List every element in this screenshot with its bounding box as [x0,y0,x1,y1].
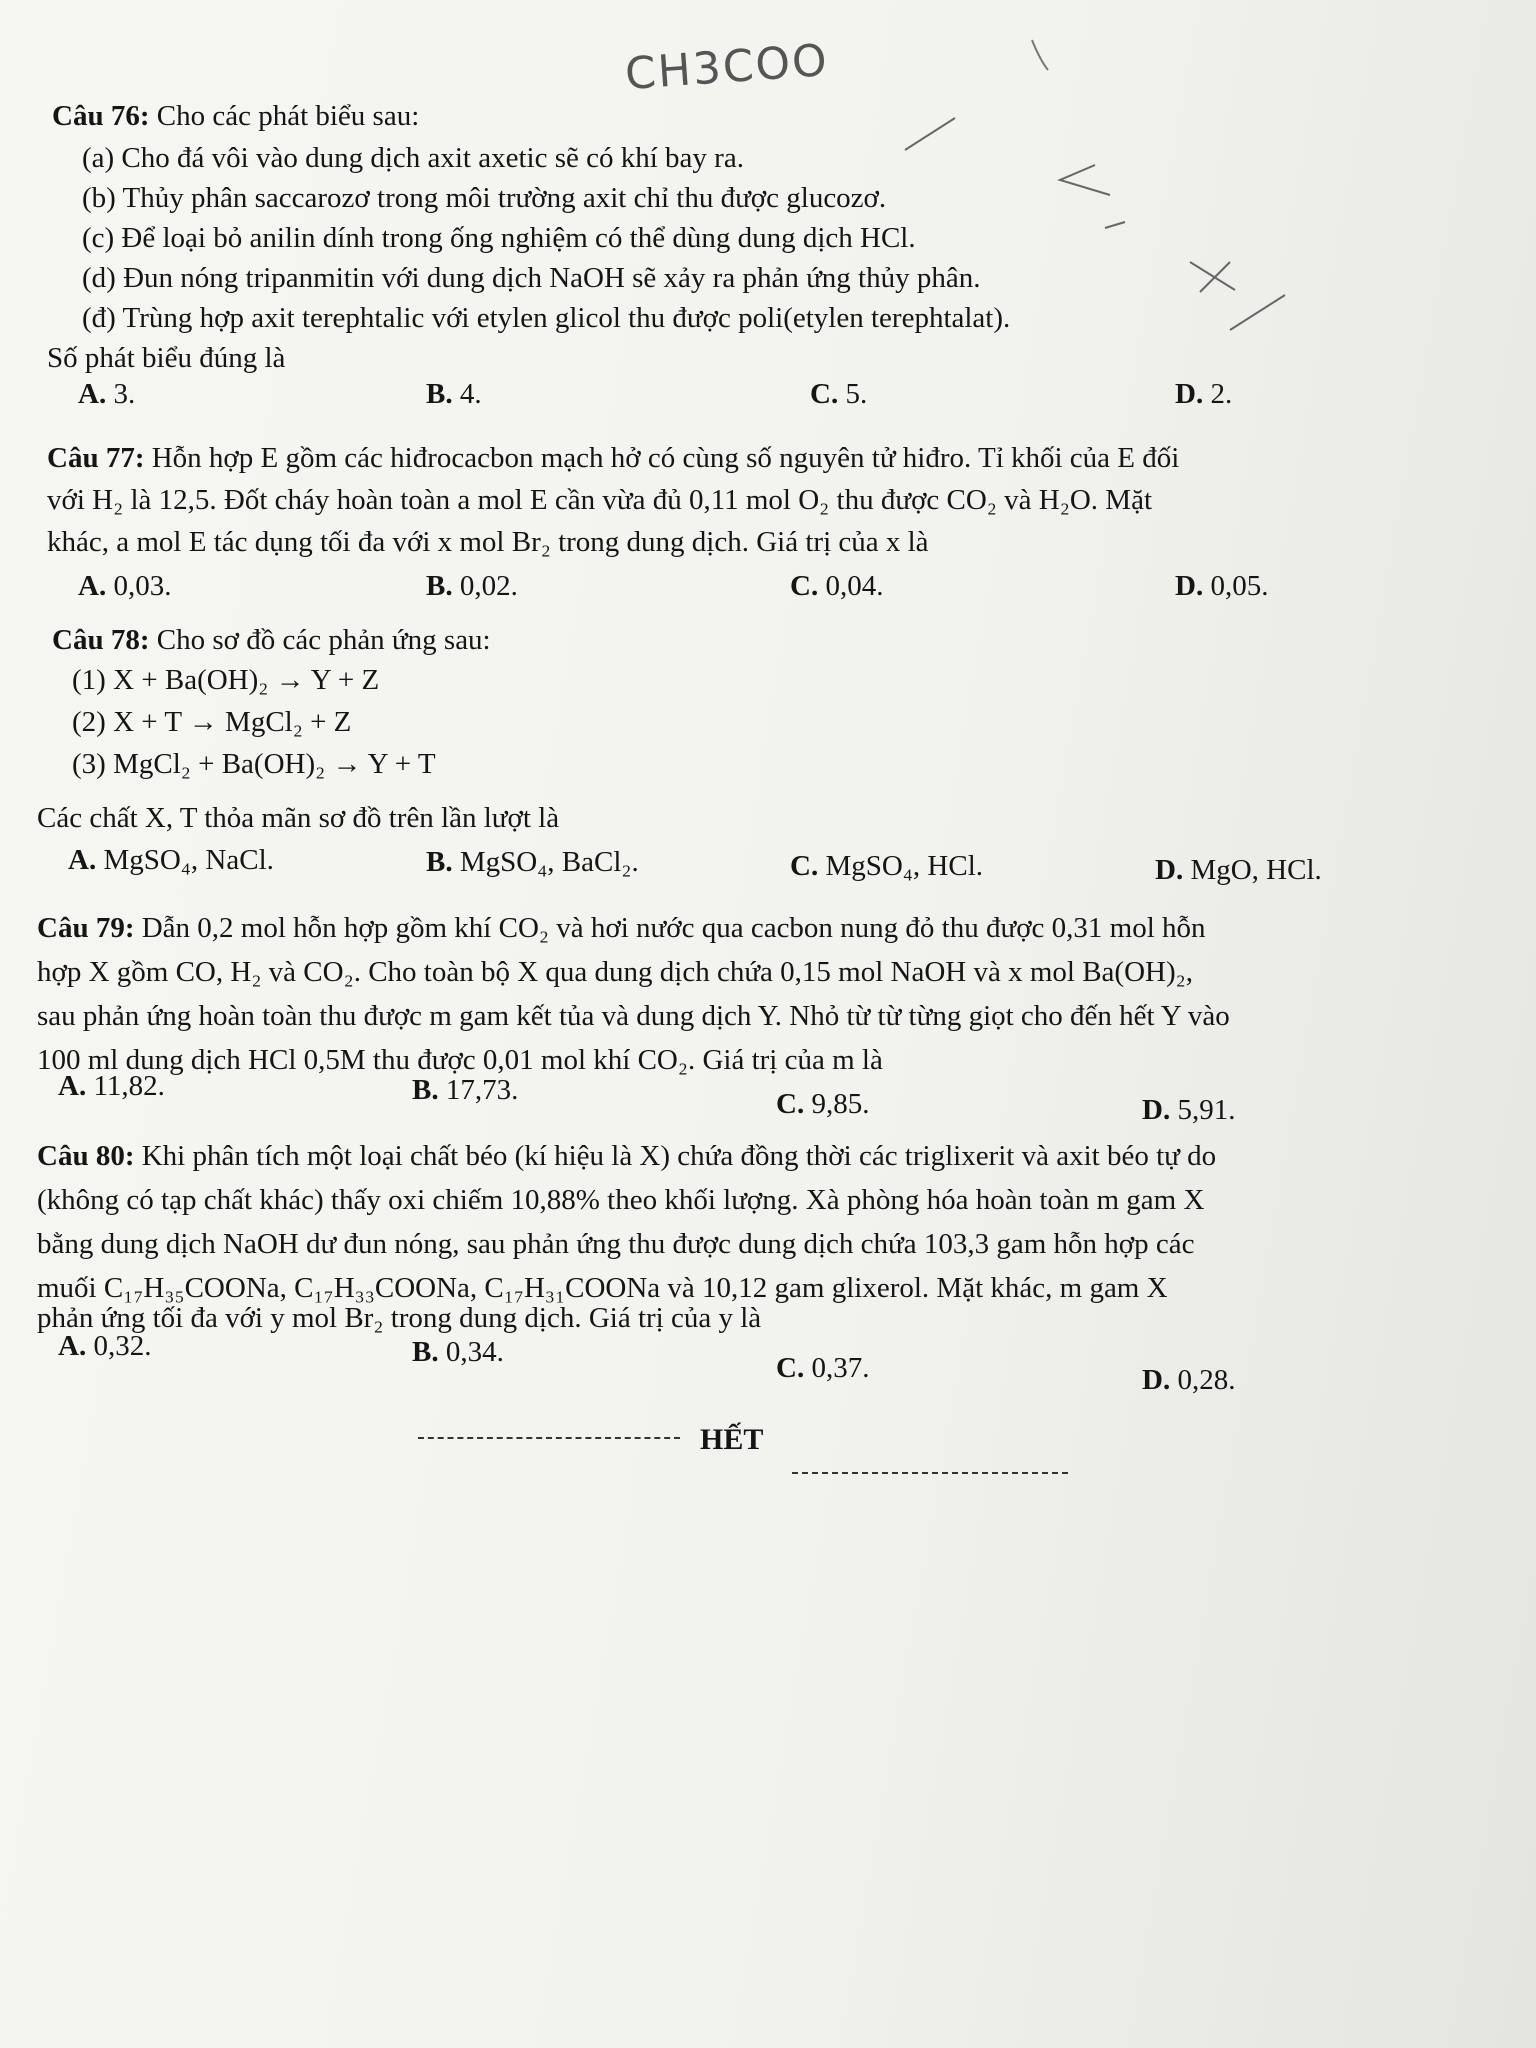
q77-option-c: C. 0,04. [790,570,884,602]
q78-reaction-2: (2) X + T → MgCl₂ + Z [72,706,352,738]
check-mark-c [1105,222,1125,228]
q77-option-a: A. 0,03. [78,570,172,602]
q76-item-a: (a) Cho đá vôi vào dung dịch axit axetic sẽ có khí bay ra. [82,142,744,174]
q80-line-2: (không có tạp chất khác) thấy oxi chiếm 10,88% theo khối lượng. Xà phòng hóa hoàn toàn m gam X [37,1184,1205,1216]
q77-option-b: B. 0,02. [426,570,518,602]
cross-mark-d [1190,262,1235,292]
q76-head: Câu 76: [52,100,150,132]
q79-option-a: A. 11,82. [58,1070,165,1102]
q80-line-5: phản ứng tối đa với y mol Br₂ trong dung dịch. Giá trị của y là [37,1302,762,1334]
q76-item-d: (d) Đun nóng tripanmitin với dung dịch NaOH sẽ xảy ra phản ứng thủy phân. [82,262,981,294]
q80-line-4: muối C₁₇H₃₅COONa, C₁₇H₃₃COONa, C₁₇H₃₁COONa và 10,12 gam glixerol. Mặt khác, m gam X [37,1272,1168,1304]
q76-option-d: D. 2. [1175,378,1233,410]
q78-option-b: B. MgSO₄, BaCl₂. [426,846,639,878]
check-mark-b [1060,165,1110,195]
q76-item-c: (c) Để loại bỏ anilin dính trong ống nghiệm có thể dùng dung dịch HCl. [82,222,916,254]
q80-option-c: C. 0,37. [776,1352,870,1384]
q77-text-1: Hỗn hợp E gồm các hiđrocacbon mạch hở có cùng số nguyên tử hiđro. Tỉ khối của E đối [144,442,1180,474]
q80-option-b: B. 0,34. [412,1336,504,1368]
q78-ask: Các chất X, T thỏa mãn sơ đồ trên lần lượt là [37,802,560,834]
q77-line-2: với H₂ là 12,5. Đốt cháy hoàn toàn a mol E cần vừa đủ 0,11 mol O₂ thu được CO₂ và H₂O. Mặt [47,484,1153,516]
q79-line-3: sau phản ứng hoàn toàn thu được m gam kết tủa và dung dịch Y. Nhỏ từ từ từng giọt cho đến hết Y vào [37,1000,1230,1032]
end-label: HẾT [700,1423,764,1456]
q76-option-c: C. 5. [810,378,868,410]
q79-option-d: D. 5,91. [1142,1094,1236,1126]
q80-head: Câu 80: [37,1140,135,1172]
q79-line-4: 100 ml dung dịch HCl 0,5M thu được 0,01 mol khí CO₂. Giá trị của m là [37,1044,883,1076]
q78-text: Cho sơ đồ các phản ứng sau: [149,624,491,656]
check-mark-dd [1230,295,1285,330]
q76-text: Cho các phát biểu sau: [149,100,420,132]
q78-reaction-3: (3) MgCl₂ + Ba(OH)₂ → Y + T [72,748,436,780]
q80-line-3: bằng dung dịch NaOH dư đun nóng, sau phản ứng thu được dung dịch chứa 103,3 gam hỗn hợp các [37,1228,1195,1260]
q79-option-c: C. 9,85. [776,1088,870,1120]
q80-option-d: D. 0,28. [1142,1364,1236,1396]
q79-head: Câu 79: [37,912,135,944]
handwritten-note: CH3COO [623,34,831,101]
q77-option-d: D. 0,05. [1175,570,1269,602]
q76-item-dd: (đ) Trùng hợp axit terephtalic với etylen glicol thu được poli(etylen terephtalat). [82,302,1011,334]
q78-option-c: C. MgSO₄, HCl. [790,850,984,882]
q80-text-1: Khi phân tích một loại chất béo (kí hiệu là X) chứa đồng thời các triglixerit và axit béo tự do [134,1140,1217,1172]
q78-head: Câu 78: [52,624,150,656]
q80-option-a: A. 0,32. [58,1330,152,1362]
q79-text-1: Dẫn 0,2 mol hỗn hợp gồm khí CO₂ và hơi nước qua cacbon nung đỏ thu được 0,31 mol hỗn [134,912,1206,944]
q76-item-b: (b) Thủy phân saccarozơ trong môi trường axit chỉ thu được glucozơ. [82,182,887,214]
q79-line-2: hợp X gồm CO, H₂ và CO₂. Cho toàn bộ X qua dung dịch chứa 0,15 mol NaOH và x mol Ba(OH)₂, [37,956,1193,988]
q78-option-d: D. MgO, HCl. [1155,854,1322,886]
q76-option-b: B. 4. [426,378,482,410]
q78-reaction-1: (1) X + Ba(OH)₂ → Y + Z [72,664,380,696]
q79-option-b: B. 17,73. [412,1074,519,1106]
q77-line-3: khác, a mol E tác dụng tối đa với x mol Br₂ trong dung dịch. Giá trị của x là [47,526,929,558]
pen-stroke [1032,40,1048,70]
q76-option-a: A. 3. [78,378,136,410]
check-mark-a [905,118,955,150]
q78-option-a: A. MgSO₄, NaCl. [68,844,274,876]
q76-ask: Số phát biểu đúng là [47,342,286,374]
q77-head: Câu 77: [47,442,145,474]
